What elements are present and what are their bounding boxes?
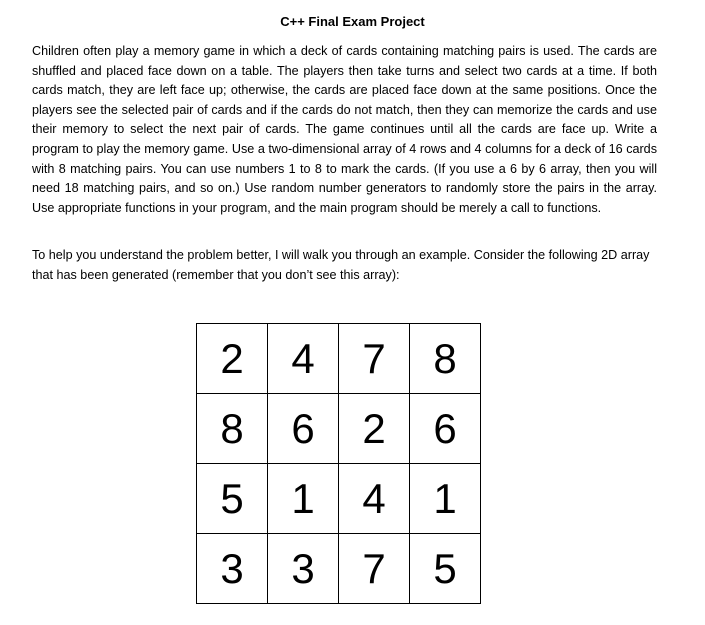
grid-cell: 6 — [410, 394, 481, 464]
grid-cell: 1 — [410, 464, 481, 534]
problem-description-paragraph: Children often play a memory game in which a deck of cards containing matching pairs is used. The cards are shuffled and placed face down on a table. The players then take turns and select two cards at a time. If both cards match, they are left face up; otherwise, the cards are placed face down at the same positions. Once the players see the selected pair of cards and if the cards do not match, then they can memorize the cards and use their memory to select the next pair of cards. The game continues until all the cards are face up. Write a program to play the memory game. Use a two-dimensional array of 4 rows and 4 columns for a deck of 16 cards with 8 matching pairs. You can use numbers 1 to 8 to mark the cards. (If you use a 6 by 6 array, then you will need 18 matching pairs, and so on.) Use random number generators to randomly store the pairs in the array. Use appropriate functions in your program, and the main program should be merely a call to functions. — [32, 44, 657, 215]
document-title: C++ Final Exam Project — [280, 14, 425, 29]
grid-cell: 5 — [410, 534, 481, 604]
grid-cell: 7 — [339, 324, 410, 394]
grid-cell: 8 — [197, 394, 268, 464]
grid-cell: 5 — [197, 464, 268, 534]
grid-row — [197, 464, 481, 534]
grid-cell: 6 — [268, 394, 339, 464]
grid-cell: 4 — [268, 324, 339, 394]
grid-row — [197, 324, 481, 394]
grid-cell: 2 — [197, 324, 268, 394]
grid-row — [197, 534, 481, 604]
grid-cell: 8 — [410, 324, 481, 394]
grid-row — [197, 394, 481, 464]
card-array-grid — [196, 323, 481, 604]
grid-cell: 3 — [197, 534, 268, 604]
grid-cell: 7 — [339, 534, 410, 604]
grid-cell: 3 — [268, 534, 339, 604]
example-intro-paragraph: To help you understand the problem better, I will walk you through an example. Consider the following 2D array that has been generated (remember that you don’t see this array): — [32, 248, 650, 282]
grid-cell: 1 — [268, 464, 339, 534]
grid-cell: 2 — [339, 394, 410, 464]
grid-cell: 4 — [339, 464, 410, 534]
